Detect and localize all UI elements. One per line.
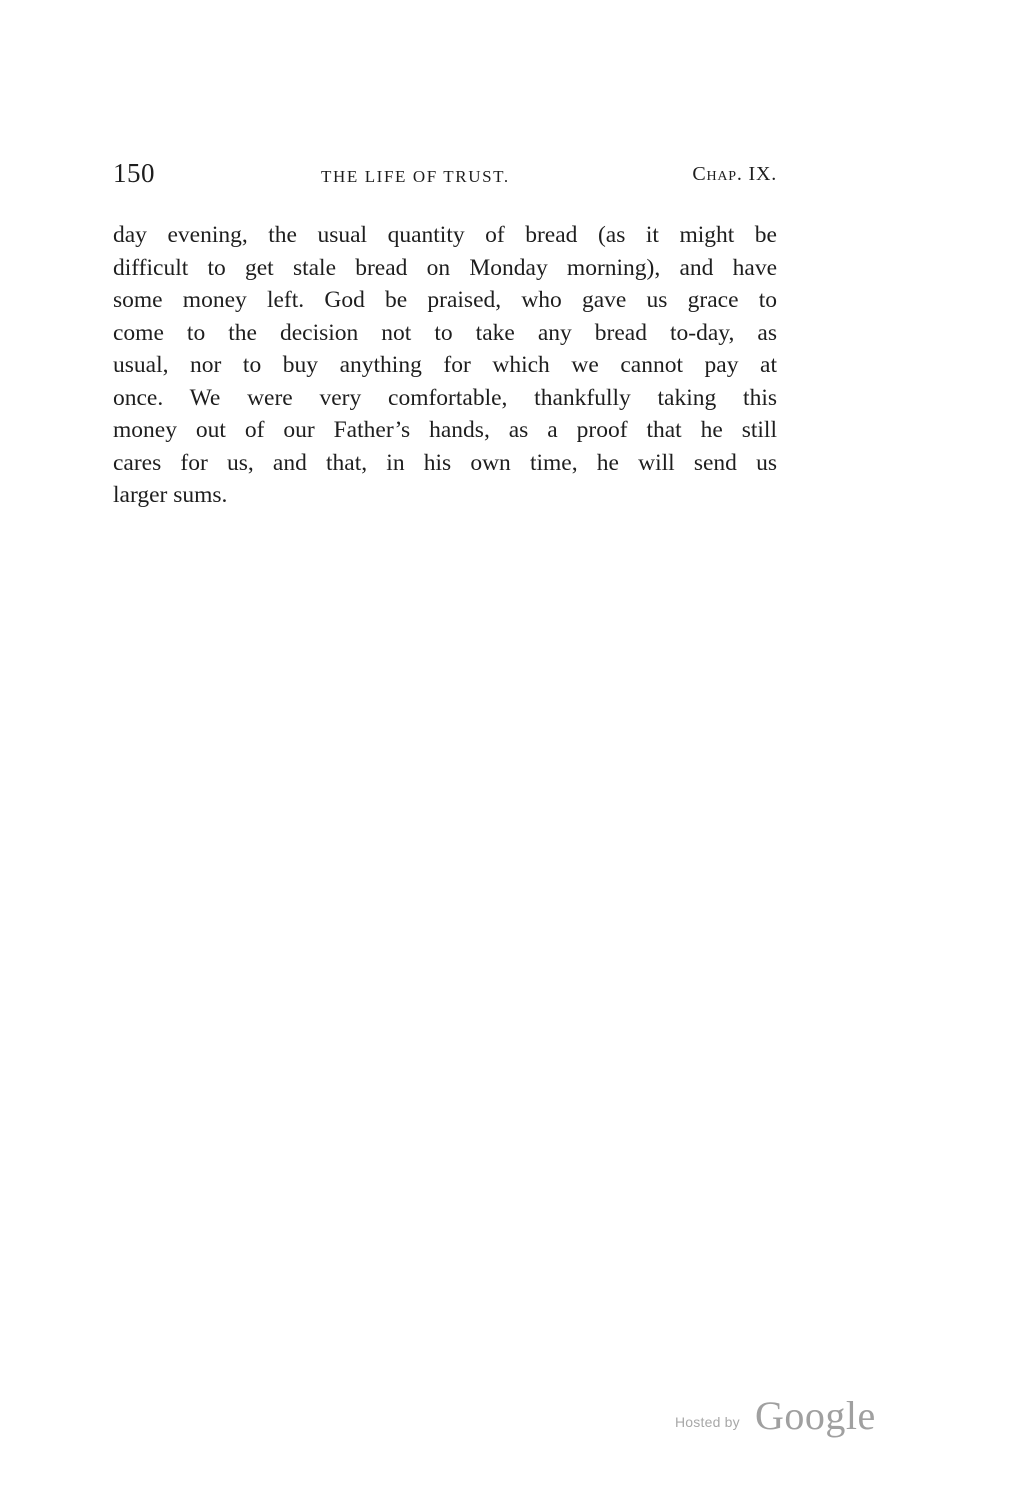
chapter-label: Chap. IX.: [692, 163, 777, 185]
text-line: cares for us, and that, in his own time, he will send us: [113, 449, 777, 476]
google-logo: Google: [755, 1393, 876, 1438]
body-paragraph: [113, 219, 777, 512]
text-line: day evening, the usual quantity of bread (as it might be: [113, 222, 777, 248]
running-head: [113, 158, 777, 192]
page-number: 150: [113, 158, 155, 188]
text-line: come to the decision not to take any bread to-day, as: [113, 319, 777, 346]
hosted-by-watermark: [675, 1392, 885, 1442]
text-line: money out of our Father’s hands, as a proof that he still: [113, 417, 777, 443]
running-title: THE LIFE OF TRUST.: [321, 167, 510, 186]
text-line: difficult to get stale bread on Monday morning), and have: [113, 254, 777, 281]
hosted-by-label: Hosted by: [675, 1414, 740, 1430]
text-line: some money left. God be praised, who gave us grace to: [113, 287, 777, 313]
text-line: usual, nor to buy anything for which we cannot pay at: [113, 352, 777, 378]
text-line: once. We were very comfortable, thankfully taking this: [113, 384, 777, 411]
text-line: larger sums.: [113, 482, 228, 508]
